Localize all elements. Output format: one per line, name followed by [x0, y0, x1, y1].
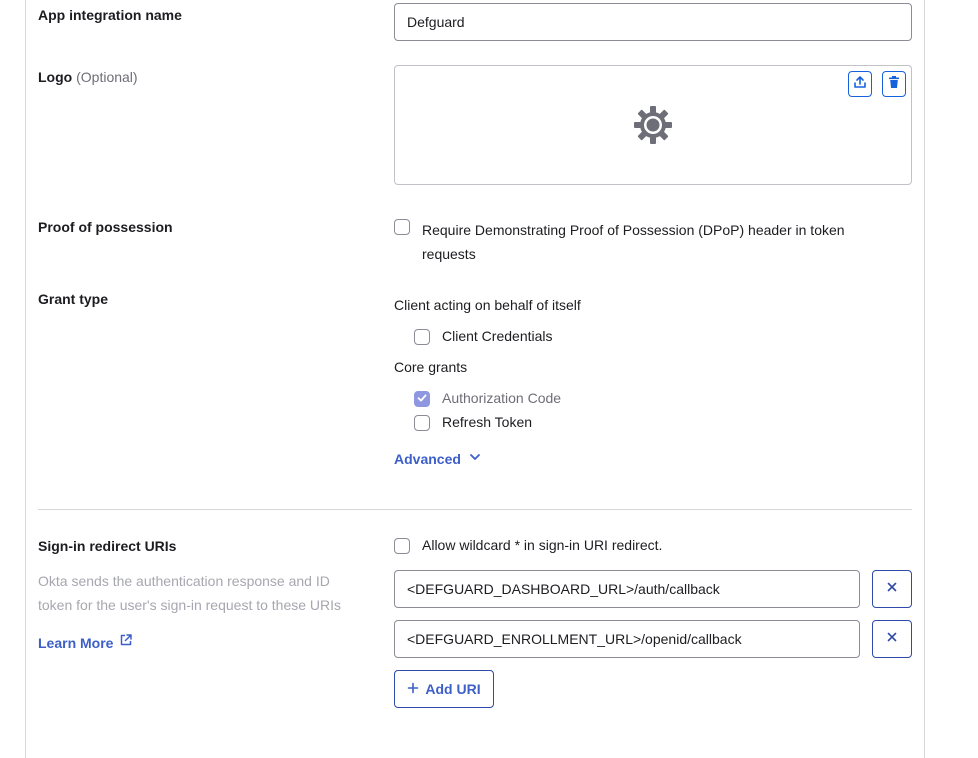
logo-label	[38, 69, 138, 85]
checkmark-icon	[417, 390, 427, 408]
remove-uri-button-2[interactable]	[872, 620, 912, 658]
app-name-input[interactable]	[394, 3, 912, 41]
proof-of-possession-label: Proof of possession	[38, 219, 173, 235]
close-icon	[886, 630, 898, 648]
dpop-label-line2: requests	[422, 246, 476, 262]
logo-label-text: Logo	[38, 69, 73, 85]
app-name-label: App integration name	[38, 7, 182, 23]
trash-icon	[887, 75, 901, 94]
sign-in-redirect-label: Sign-in redirect URIs	[38, 538, 177, 554]
grant-type-label: Grant type	[38, 291, 109, 307]
redirect-uri-input-1[interactable]	[394, 570, 860, 608]
dpop-label-line1: Require Demonstrating Proof of Possession (DPoP) header in token	[422, 222, 845, 238]
grant-group-core-title: Core grants	[394, 359, 468, 375]
upload-logo-button[interactable]	[848, 71, 872, 97]
redirect-uri-value-2: <DEFGUARD_ENROLLMENT_URL>/openid/callback	[407, 631, 742, 647]
client-credentials-checkbox[interactable]	[414, 329, 430, 345]
wildcard-checkbox[interactable]	[394, 538, 410, 554]
redirect-help-text	[38, 569, 341, 617]
refresh-token-label: Refresh Token	[442, 414, 533, 430]
plus-icon	[407, 681, 419, 697]
redirect-help-line2: token for the user's sign-in request to these URIs	[38, 597, 342, 613]
upload-icon	[853, 75, 867, 94]
logo-optional: (Optional)	[76, 69, 138, 85]
wildcard-label: Allow wildcard * in sign-in URI redirect.	[422, 537, 663, 553]
redirect-uri-input-2[interactable]	[394, 620, 860, 658]
client-credentials-label: Client Credentials	[442, 328, 553, 344]
learn-more-link[interactable]	[38, 633, 133, 652]
learn-more-label: Learn More	[38, 634, 114, 651]
delete-logo-button[interactable]	[882, 71, 906, 97]
authorization-code-label: Authorization Code	[442, 390, 562, 406]
advanced-toggle[interactable]	[394, 450, 481, 468]
add-uri-label: Add URI	[425, 681, 481, 697]
advanced-label: Advanced	[394, 451, 461, 467]
refresh-token-checkbox[interactable]	[414, 415, 430, 431]
redirect-uri-value-1: <DEFGUARD_DASHBOARD_URL>/auth/callback	[407, 581, 720, 597]
close-icon	[886, 580, 898, 598]
external-link-icon	[119, 633, 133, 652]
remove-uri-button-1[interactable]	[872, 570, 912, 608]
chevron-down-icon	[469, 450, 481, 468]
gear-icon	[633, 105, 673, 145]
authorization-code-checkbox[interactable]	[414, 391, 430, 407]
dpop-checkbox[interactable]	[394, 219, 410, 235]
grant-group-self-title: Client acting on behalf of itself	[394, 297, 581, 313]
app-name-value: Defguard	[407, 14, 465, 30]
add-uri-button[interactable]	[394, 670, 494, 708]
redirect-help-line1: Okta sends the authentication response and ID	[38, 573, 330, 589]
dpop-checkbox-label	[422, 218, 845, 266]
section-divider	[38, 509, 912, 510]
